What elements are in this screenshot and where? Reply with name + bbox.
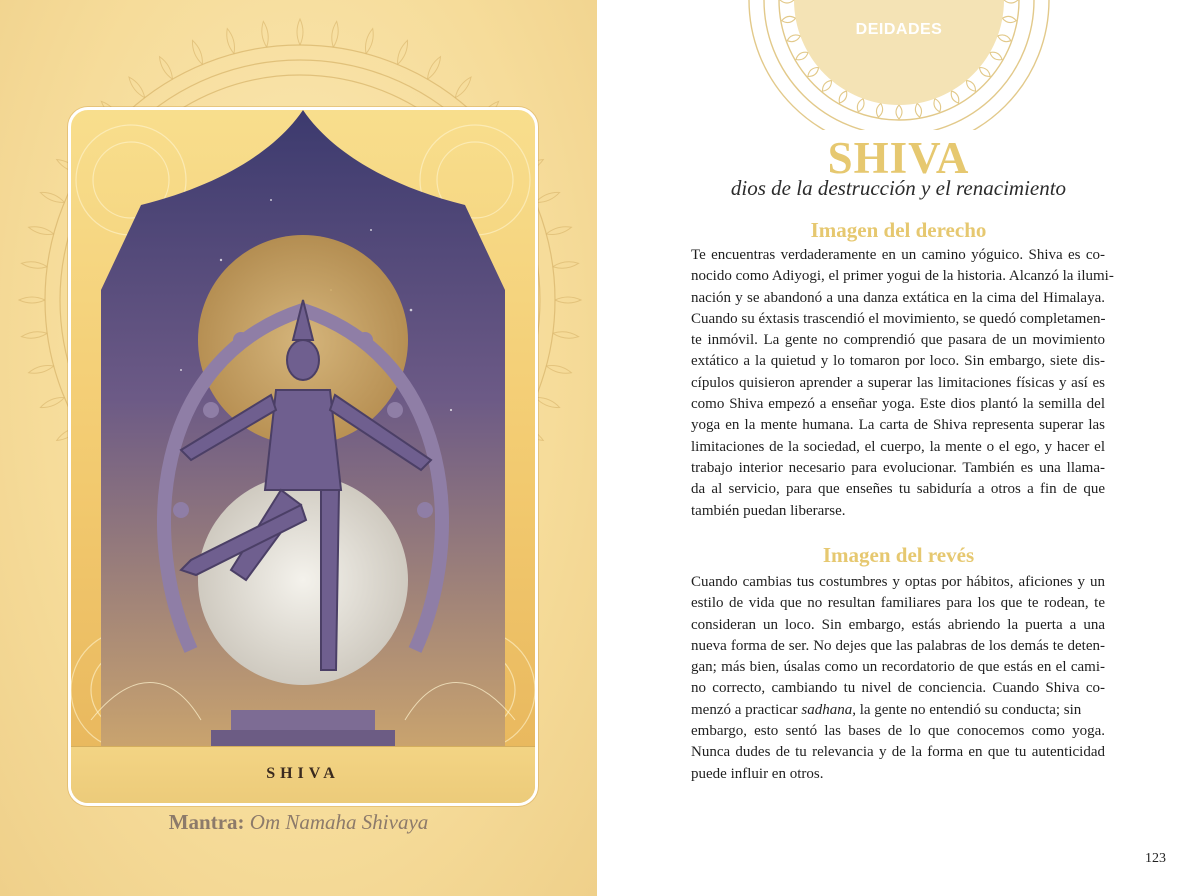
text-line: gan; más bien, úsalas como un recordatorio de que estás en el cami- <box>691 659 1105 676</box>
page-number: 123 <box>1145 851 1166 866</box>
mantra-label: Mantra: <box>168 810 245 834</box>
mantra-text: Om Namaha Shivaya <box>249 810 429 834</box>
text-line: nueva forma de ser. No dejes que las palabras de los demás te deten- <box>691 637 1105 654</box>
section-heading-upright: Imagen del derecho <box>810 218 987 242</box>
text-line: consideran un loco. Sin embargo, estás abriendo la puerta a una <box>691 616 1105 633</box>
text-line: cípulos quisieron aprender a superar las limitaciones físicas y así es <box>691 374 1105 391</box>
italic-term: sadhana <box>801 701 853 718</box>
text-line: te inmóvil. La gente no comprendió que pasara de un movimiento <box>691 332 1105 349</box>
category-mandala-icon <box>745 0 1053 130</box>
text-line: Cuando cambias tus costumbres y optas por hábitos, aficiones y un <box>691 574 1105 590</box>
text-line: no correcto, cambiando tu nivel de conciencia. Cuando Shiva co- <box>691 680 1105 697</box>
text-line: estilo de vida que no resultan familiares para los que te rodean, te <box>691 595 1105 612</box>
text-fragment: , la gente no entendió su conducta; sin <box>852 701 1082 718</box>
section-body-upright <box>691 245 1114 522</box>
text-line: también puedan liberarse. <box>691 502 846 519</box>
text-line: extático a la quietud y lo tomaron por loco. Sin embargo, siete dis- <box>691 353 1105 370</box>
section-body-reversed <box>691 572 1105 785</box>
mantra-caption <box>0 810 597 835</box>
text-line: da al servicio, para que enseñes tu sabiduría a otros a fin de que <box>691 481 1105 498</box>
page-subtitle: dios de la destrucción y el renacimiento <box>730 176 1067 200</box>
text-line: yoga en la mente humana. La carta de Shiva representa superar las <box>691 417 1105 434</box>
text-line: puede influir en otros. <box>691 765 824 782</box>
shiva-nataraja-illustration <box>71 110 535 803</box>
text-line: nación y se abandonó a una danza extática en la cima del Himalaya. <box>691 289 1105 306</box>
section-heading-reversed: Imagen del revés <box>822 543 975 567</box>
card-name-label: SHIVA <box>266 765 340 782</box>
text-line: embargo, esto sentó las bases de lo que conocemos como yoga. <box>691 723 1105 740</box>
category-label: DEIDADES <box>855 21 943 38</box>
text-line: como Shiva empezó a enseñar yoga. Este dios plantó la semilla del <box>691 396 1105 413</box>
text-line: nocido como Adiyogi, el primer yogui de la historia. Alcanzó la ilumi- <box>691 268 1114 285</box>
left-page <box>0 0 597 896</box>
page-title: SHIVA <box>827 133 970 183</box>
text-line <box>691 700 1105 721</box>
text-line: Te encuentras verdaderamente en un camino yóguico. Shiva es co- <box>691 247 1105 263</box>
tarot-card <box>68 107 538 806</box>
text-line: limitaciones de la sociedad, el cuerpo, la mente o el ego, y hacer el <box>691 438 1105 455</box>
text-line: Nunca dudes de tu relevancia y de la forma en que tu autenticidad <box>691 744 1105 761</box>
text-line: trabajo interior necesario para evolucionar. También es una llama- <box>691 459 1105 476</box>
text-line: Cuando su éxtasis trascendió el movimiento, se quedó completamen- <box>691 310 1106 327</box>
text-fragment: menzó a practicar <box>691 701 802 718</box>
right-page <box>597 0 1200 896</box>
